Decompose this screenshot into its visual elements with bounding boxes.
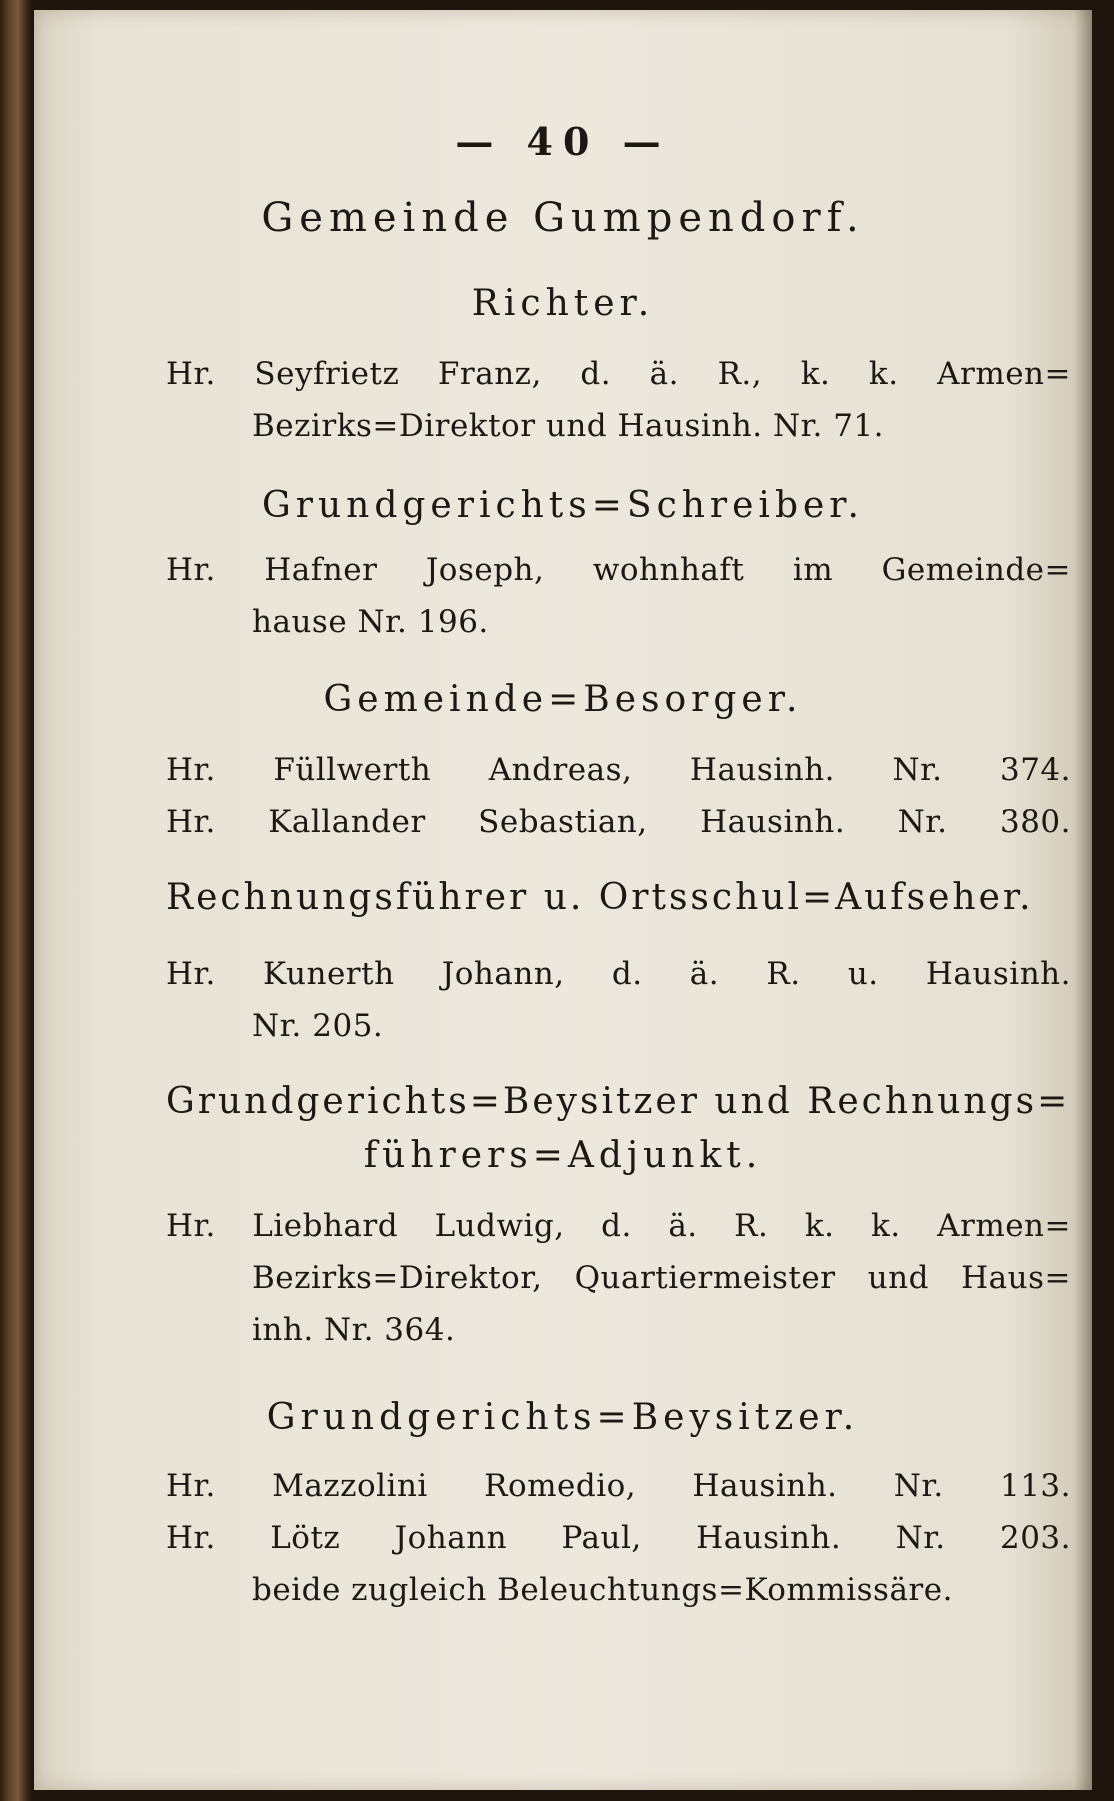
entry-line: Hr. Seyfrietz Franz, d. ä. R., k. k. Armen= [166,356,1071,392]
book-page [34,10,1092,1790]
page-edge-shadow [1074,10,1092,1790]
entry-line: inh. Nr. 364. [252,1312,456,1348]
entry-line: beide zugleich Beleuchtungs=Kommissäre. [252,1572,953,1608]
entry-line: Bezirks=Direktor und Hausinh. Nr. 71. [252,408,884,444]
entry-line: hause Nr. 196. [252,604,489,640]
entry-line: Hr. Füllwerth Andreas, Hausinh. Nr. 374. [166,752,1071,788]
entry-line: Nr. 205. [252,1008,384,1044]
page-title: Gemeinde Gumpendorf. [261,195,865,241]
section-heading-rechnungsfuehrer: Rechnungsführer u. Ortsschul=Aufseher. [166,877,1034,918]
section-heading-beysitzer-adjunkt: Grundgerichts=Beysitzer und Rechnungs= [166,1081,1071,1122]
entry-line: Hr. Kunerth Johann, d. ä. R. u. Hausinh. [166,956,1071,992]
entry-line: Hr. Lötz Johann Paul, Hausinh. Nr. 203. [166,1520,1071,1556]
entry-line: Bezirks=Direktor, Quartiermeister und Haus= [252,1260,1071,1296]
section-heading-besorger: Gemeinde=Besorger. [323,679,803,720]
entry-line: Hr. Liebhard Ludwig, d. ä. R. k. k. Armen= [166,1208,1071,1244]
section-heading-beysitzer: Grundgerichts=Beysitzer. [266,1397,860,1438]
section-heading-schreiber: Grundgerichts=Schreiber. [262,485,864,526]
section-heading-richter: Richter. [471,283,655,324]
entry-line: Hr. Mazzolini Romedio, Hausinh. Nr. 113. [166,1468,1071,1504]
entry-line: Hr. Hafner Joseph, wohnhaft im Gemeinde= [166,552,1071,588]
entry-line: Hr. Kallander Sebastian, Hausinh. Nr. 380. [166,804,1071,840]
page-number: — 40 — [455,119,671,164]
section-heading-beysitzer-adjunkt-cont: führers=Adjunkt. [363,1135,763,1176]
